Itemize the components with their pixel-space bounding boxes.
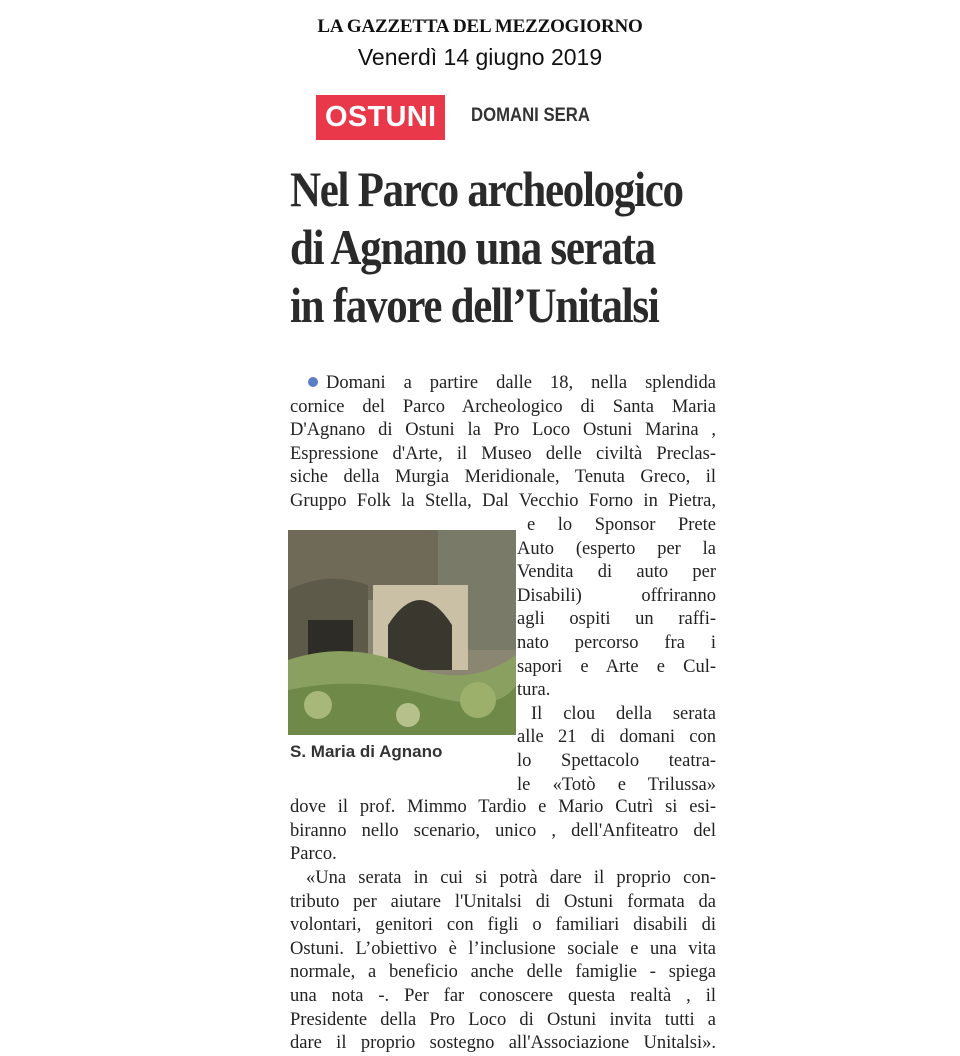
article-paragraph-1 (290, 372, 716, 514)
text-line: cornice del Parco Archeologico di Santa Maria (290, 396, 716, 417)
kicker-subtitle: DOMANI SERA (471, 105, 590, 126)
text-line: Disabili) offriranno (517, 585, 716, 606)
text-line: alle 21 di domani con (517, 727, 716, 748)
text-line: normale, a beneficio anche delle famiglie - spiega (290, 962, 716, 983)
ruins-photo-image (288, 530, 516, 735)
text-line: Domani a partire dalle 18, nella splendida (290, 372, 716, 396)
text-line: nato percorso fra i (517, 632, 716, 653)
section-kicker: OSTUNI (316, 95, 445, 140)
headline-line-1: Nel Parco archeologico (290, 161, 683, 217)
publication-date: Venerdì 14 giugno 2019 (357, 44, 603, 70)
text-line: siche della Murgia Meridionale, Tenuta Greco, il (290, 467, 716, 488)
headline-line-2: di Agnano una serata (290, 219, 655, 275)
text-line: Gruppo Folk la Stella, Dal Vecchio Forno in Pietra, (290, 490, 716, 511)
text-line: D'Agnano di Ostuni la Pro Loco Ostuni Marina , (290, 420, 716, 441)
article-photo (288, 530, 516, 735)
text-line: «Una serata in cui si potrà dare il proprio con- (306, 868, 716, 888)
headline-line-3: in favore dell’Unitalsi (290, 277, 659, 333)
article-paragraph-2 (517, 514, 716, 797)
text-line: Espressione d'Arte, il Museo delle civiltà Preclas- (290, 443, 716, 464)
text-line: biranno nello scenario, unico , dell'Anfiteatro del (290, 820, 716, 841)
text-line: e lo Sponsor Prete (527, 515, 716, 535)
text-line: lo Spettacolo teatra- (517, 750, 716, 771)
bullet-icon (308, 377, 318, 387)
text-line: Auto (esperto per la (517, 538, 716, 559)
text-line: Parco. (290, 844, 337, 865)
text-line: dove il prof. Mimmo Tardio e Mario Cutrì si esi- (290, 797, 716, 817)
newspaper-masthead: LA GAZZETTA DEL MEZZOGIORNO (317, 16, 643, 37)
text-line: agli ospiti un raffi- (517, 609, 716, 630)
text-line: sapori e Arte e Cul- (517, 656, 716, 677)
text-line: Presidente della Pro Loco di Ostuni invita tutti a (290, 1009, 716, 1030)
photo-caption: S. Maria di Agnano (290, 742, 443, 761)
article-paragraph-4 (290, 867, 716, 1056)
text-line: Ostuni. L’obiettivo è l’inclusione sociale e una vita (290, 938, 716, 959)
text-line: dare il proprio sostegno all'Associazione Unitalsi». (290, 1033, 716, 1054)
text-line: tributo per aiutare l'Unitalsi di Ostuni formata da (290, 891, 716, 912)
text-line: tura. (517, 680, 551, 701)
text-line: volontari, genitori con figli o familiari disabili di (290, 915, 716, 936)
text-line: Il clou della serata (531, 703, 716, 724)
article-headline (290, 160, 683, 334)
text-line: Vendita di auto per (517, 562, 716, 583)
text-line: una nota -. Per far conoscere questa realtà , il (290, 985, 716, 1006)
text-line: le «Totò e Trilussa» (517, 774, 716, 795)
article-paragraph-3 (290, 796, 716, 867)
